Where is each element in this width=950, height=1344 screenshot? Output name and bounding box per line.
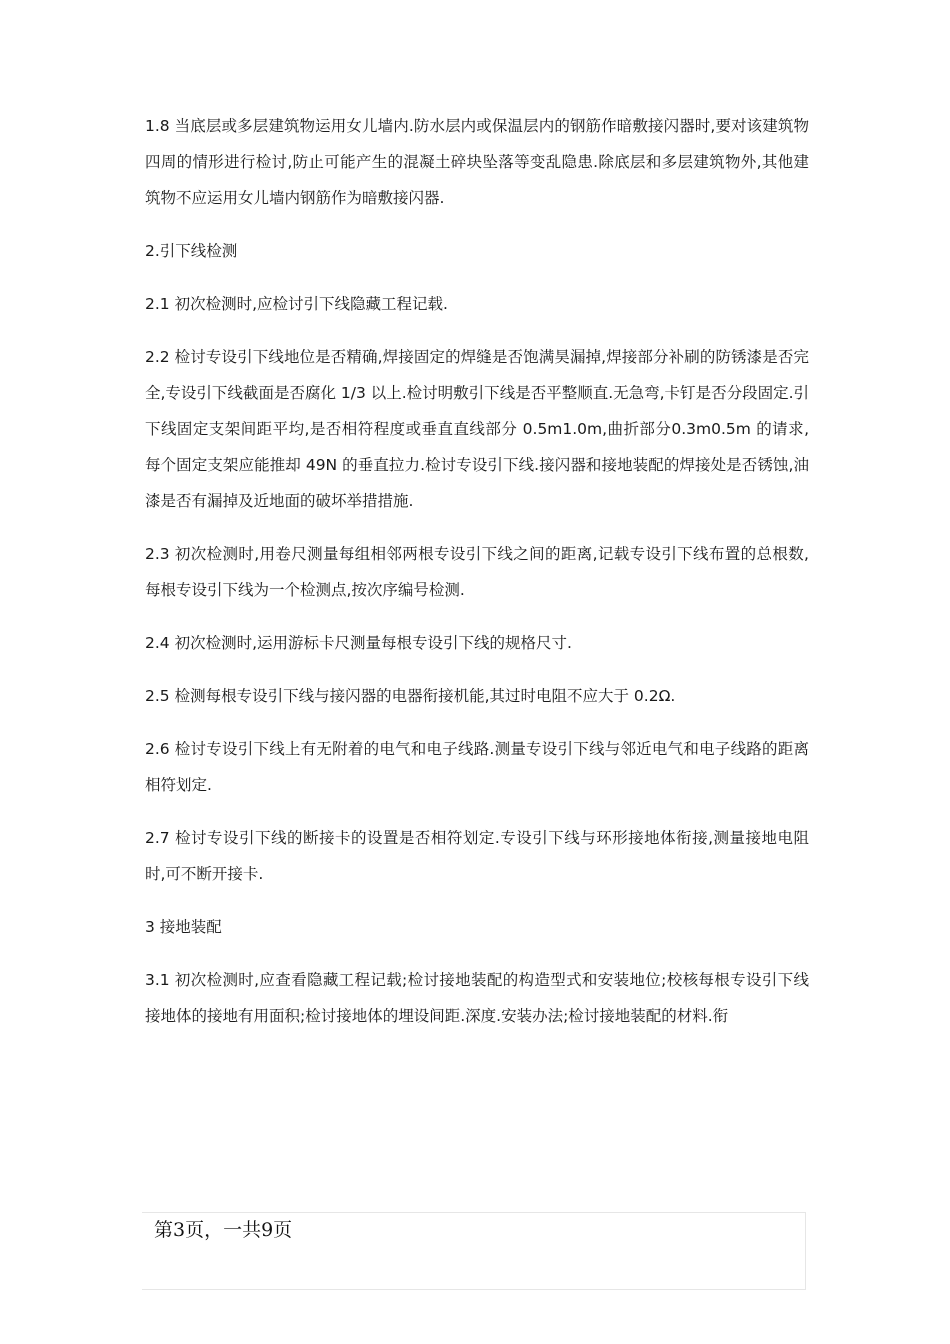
page-number-label: 第3页，一共9页 [154,1219,293,1241]
paragraph-2-7: 2.7 检讨专设引下线的断接卡的设置是否相符划定.专设引下线与环形接地体衔接,测量接地电阻时,可不断开接卡. [145,829,809,883]
section-heading-2: 2.引下线检测 [145,242,238,260]
paragraph-2-6: 2.6 检讨专设引下线上有无附着的电气和电子线路.测量专设引下线与邻近电气和电子线路的距离相符划定. [145,740,809,794]
paragraph-2-1: 2.1 初次检测时,应检讨引下线隐藏工程记载. [145,295,448,313]
paragraph-2-4: 2.4 初次检测时,运用游标卡尺测量每根专设引下线的规格尺寸. [145,634,572,652]
section-heading-3: 3 接地装配 [145,918,222,936]
paragraph-3-1: 3.1 初次检测时,应查看隐藏工程记载;检讨接地装配的构造型式和安装地位;校核每根专设引下线接地体的接地有用面积;检讨接地体的埋设间距.深度.安装办法;检讨接地装配的材料.衔 [145,971,809,1025]
paragraph-2-2: 2.2 检讨专设引下线地位是否精确,焊接固定的焊缝是否饱满昊漏掉,焊接部分补刷的防锈漆是否完全,专设引下线截面是否腐化 1/3 以上.检讨明敷引下线是否平整顺直.无急弯,卡钉是否分段固定.引下线固定支架间距平均,是否相符程度或垂直直线部分 0.5m1.0m,曲折部分0.3m0.5m 的请求,每个固定支架应能推却 49N 的垂直拉力.检讨专设引下线.接闪器和接地装配的焊接处是否锈蚀,油漆是否有漏掉及近地面的破坏举措措施. [145,348,809,510]
paragraph-2-3: 2.3 初次检测时,用卷尺测量每组相邻两根专设引下线之间的距离,记载专设引下线布置的总根数,每根专设引下线为一个检测点,按次序编号检测. [145,545,809,599]
document-body [145,108,809,1051]
page-footer [142,1212,806,1290]
paragraph-2-5: 2.5 检测每根专设引下线与接闪器的电器衔接机能,其过时电阻不应大于 0.2Ω. [145,687,676,705]
paragraph-1-8: 1.8 当底层或多层建筑物运用女儿墙内.防水层内或保温层内的钢筋作暗敷接闪器时,要对该建筑物四周的情形进行检讨,防止可能产生的混凝土碎块坠落等变乱隐患.除底层和多层建筑物外,其他建筑物不应运用女儿墙内钢筋作为暗敷接闪器. [145,117,809,207]
